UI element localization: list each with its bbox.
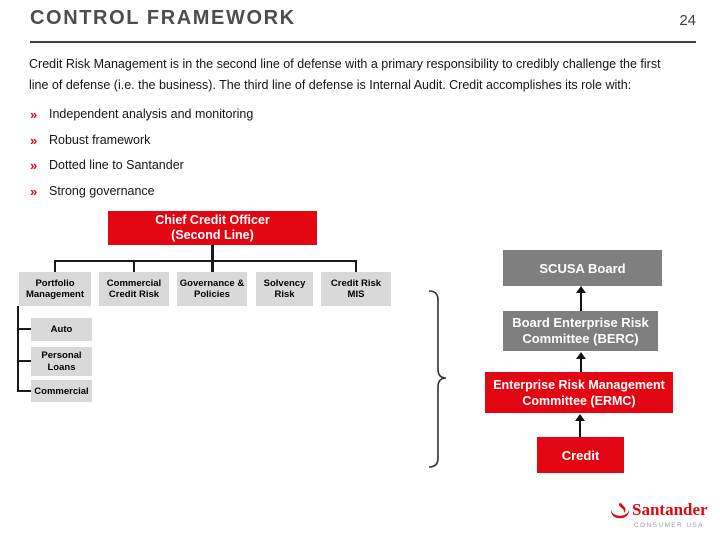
connector-stub-personal-loans	[17, 360, 31, 362]
arrow-shaft	[580, 358, 582, 372]
connector-drop-commercial-credit	[133, 260, 135, 272]
brand-wordmark: Santander	[632, 500, 708, 519]
list-item	[30, 155, 253, 176]
org-root-line1: Chief Credit Officer	[155, 213, 270, 227]
escalation-box-scusa-board: SCUSA Board	[503, 250, 662, 286]
org-box-auto: Auto	[31, 318, 92, 341]
connector-stub-commercial	[17, 390, 31, 392]
connector-drop-portfolio	[54, 260, 56, 272]
connector-stub-auto	[17, 328, 31, 330]
arrow-up-icon	[575, 286, 587, 311]
bullet-list	[30, 104, 253, 206]
org-box-label	[155, 213, 270, 243]
bullet-marker-icon: »	[30, 132, 38, 148]
arrow-up-icon	[575, 352, 587, 372]
connector-subtree-vertical	[17, 306, 19, 392]
brace-bracket-icon	[424, 289, 450, 469]
intro-paragraph	[29, 54, 661, 95]
arrow-shaft	[579, 420, 581, 437]
org-root-line2: (Second Line)	[171, 228, 254, 242]
org-box-commercial: Commercial	[31, 380, 92, 402]
bullet-text: Robust framework	[49, 132, 151, 147]
brand-division: CONSUMER USA	[634, 522, 704, 529]
list-item	[30, 130, 253, 151]
intro-line-2: line of defense (i.e. the business). The third line of defense is Internal Audit. Credit accomplishes its role with:	[29, 77, 632, 92]
org-box-chief-credit-officer	[108, 211, 317, 245]
escalation-box-berc: Board Enterprise Risk Committee (BERC)	[503, 311, 658, 351]
bullet-text: Strong governance	[49, 183, 155, 198]
santander-flame-icon	[609, 502, 631, 520]
org-box-portfolio-management: Portfolio Management	[19, 272, 91, 306]
escalation-box-credit: Credit	[537, 437, 624, 473]
page-title: CONTROL FRAMEWORK	[30, 7, 296, 29]
connector-drop-credit-risk-mis	[355, 260, 357, 272]
bullet-text: Dotted line to Santander	[49, 158, 184, 172]
arrow-shaft	[580, 292, 582, 311]
bullet-marker-icon: »	[30, 183, 38, 199]
org-box-commercial-credit-risk: Commercial Credit Risk	[99, 272, 169, 306]
org-box-governance-policies: Governance & Policies	[177, 272, 247, 306]
page-number: 24	[679, 12, 696, 29]
connector-horizontal	[54, 260, 357, 262]
escalation-box-ermc: Enterprise Risk Management Committee (ERMC)	[485, 372, 673, 413]
connector-stem	[211, 245, 214, 272]
intro-line-1: Credit Risk Management is in the second line of defense with a primary responsibility to credibly challenge the first	[29, 57, 661, 71]
org-box-credit-risk-mis: Credit Risk MIS	[321, 272, 391, 306]
arrow-up-icon	[574, 414, 586, 437]
bullet-marker-icon: »	[30, 158, 38, 173]
org-box-solvency-risk: Solvency Risk	[256, 272, 313, 306]
bullet-text: Independent analysis and monitoring	[49, 107, 254, 121]
list-item	[30, 181, 253, 202]
title-divider	[30, 41, 696, 43]
bullet-marker-icon: »	[30, 107, 38, 122]
list-item	[30, 104, 253, 125]
org-box-personal-loans: Personal Loans	[31, 347, 92, 376]
